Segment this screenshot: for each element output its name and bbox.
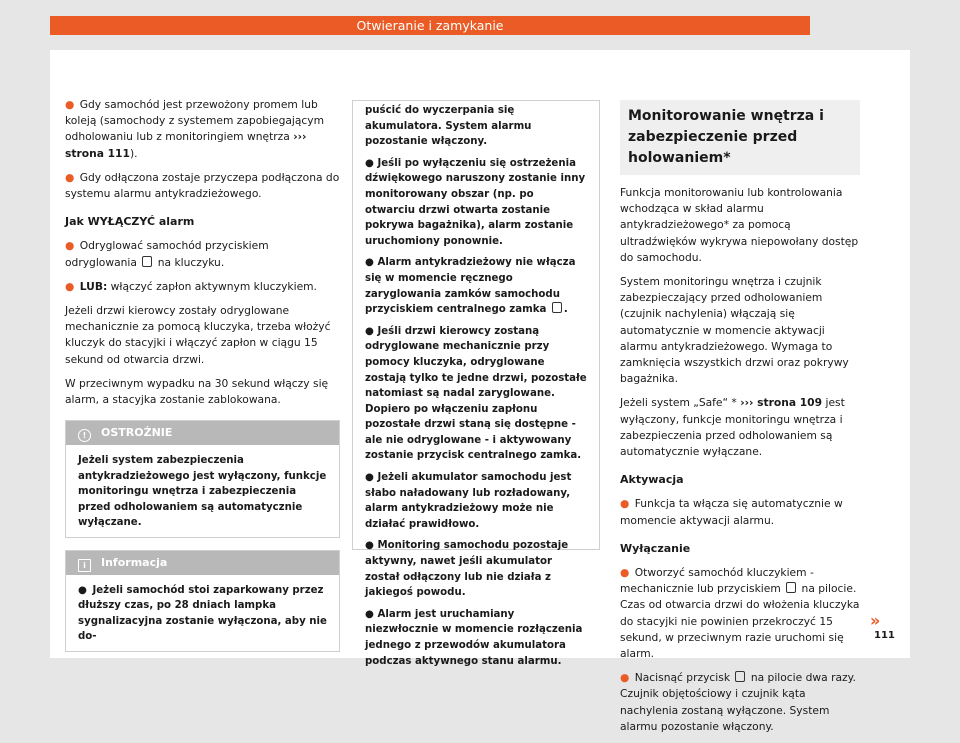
unlock-icon <box>142 256 152 267</box>
info-box <box>65 550 340 652</box>
paragraph: ● Gdy samochód jest przewożony promem lub koleją (samochody z systemem zapobiegającym odholowaniu lub z monitoringiem wnętrza ››› strona 111). <box>65 98 325 160</box>
list-item: ● Jeśli po wyłączeniu się ostrzeżenia dźwiękowego naruszony zostanie inny monitorowany obszar (np. po otwarciu drzwi otwarta zostanie pokrywa bagażnika), alarm zostanie uruchomiony ponownie. <box>365 157 586 247</box>
bullet-icon: ● <box>620 566 630 580</box>
warning-text: Jeżeli system zabezpieczenia antykradzieżowego jest wyłączony, funkcje monitoringu wnętrza i zabezpieczenia przed odholowaniem są automatycznie wyłączane. <box>78 455 327 529</box>
page-number: 111 <box>874 630 895 641</box>
lock-icon <box>552 302 562 313</box>
exclamation-icon: ! <box>78 429 91 442</box>
paragraph: ● Funkcja ta włącza się automatycznie w momencie aktywacji alarmu. <box>620 497 843 527</box>
page-reference[interactable]: ››› strona 111 <box>65 130 307 160</box>
list-item: ● Jeżeli akumulator samochodu jest słabo naładowany lub rozładowany, alarm antykradzieżowy może nie działać prawidłowo. <box>365 472 572 530</box>
bullet-icon: ● <box>620 671 630 685</box>
paragraph: Jeżeli drzwi kierowcy zostały odryglowane mechanicznie za pomocą kluczyka, trzeba włożyć kluczyk do stacyjki i włączyć zapłon w ciągu 15 sekund od otwarcia drzwi. <box>65 304 331 366</box>
paragraph: ● Otworzyć samochód kluczykiem - mechanicznie lub przyciskiem na pilocie. Czas od otwarcia drzwi do włożenia kluczyka do stacyjki nie powinien przekroczyć 15 sekund, w przeciwnym razie uruchomi się alarm. <box>620 566 860 661</box>
section-header: Otwieranie i zamykanie <box>50 16 810 35</box>
paragraph: ● Gdy odłączona zostaje przyczepa podłączona do systemu alarmu antykradzieżowego. <box>65 170 340 201</box>
list-item: ● Monitoring samochodu pozostaje aktywny, nawet jeśli akumulator został odłączony lub nie działa z jakiegoś powodu. <box>365 540 569 599</box>
list-item: ● Alarm jest uruchamiany niezwłocznie w momencie rozłączenia jednego z przewodów akumulatora podczas aktywnego stanu alarmu. <box>365 608 583 667</box>
paragraph: Funkcja monitorowaniu lub kontrolowania wchodząca w skład alarmu antykradzieżowego* za pomocą ultradźwięków wykrywa niepowołany dostęp do samochodu. <box>620 186 859 264</box>
section-title: Monitorowanie wnętrza i zabezpieczenie przed holowaniem* <box>620 100 860 175</box>
warning-box <box>65 420 340 538</box>
paragraph: ● LUB: włączyć zapłon aktywnym kluczykiem. <box>65 279 317 293</box>
column-middle <box>352 100 600 667</box>
column-left <box>65 97 340 652</box>
info-text: ● Jeżeli samochód stoi zaparkowany przez dłuższy czas, po 28 dniach lampka sygnalizacyjna zostanie wyłączona, aby nie do- <box>78 584 327 643</box>
paragraph: ● Nacisnąć przycisk na pilocie dwa razy. Czujnik objętościowy i czujnik kąta nachylenia zostaną wyłączone. System alarmu pozostanie włączony. <box>620 671 856 733</box>
bullet-icon: ● <box>65 170 75 184</box>
next-page-arrow[interactable]: » <box>870 611 881 630</box>
list-item: ● Jeśli drzwi kierowcy zostaną odryglowane mechanicznie przy pomocy kluczyka, odryglowane zostają tylko te jedne drzwi, pozostałe natomiast są nadal zaryglowane. Dopiero po włączeniu zapłonu pozostałe drzwi staną się dostępne - ale nie odryglowane - i aktywowany zostanie przycisk centralnego zamka. <box>365 325 587 462</box>
info-header: i Informacja <box>66 551 339 575</box>
bullet-icon: ● <box>65 239 75 253</box>
page-reference[interactable]: ››› strona 109 <box>740 396 823 410</box>
paragraph: ● Odryglować samochód przyciskiem odryglowania na kluczyku. <box>65 239 269 269</box>
unlock-icon <box>786 582 796 593</box>
bullet-icon: ● <box>620 497 630 511</box>
column-right <box>620 100 860 743</box>
lock-icon <box>735 671 745 682</box>
paragraph: Jeżeli system „Safe“ * ››› strona 109 jest wyłączony, funkcje monitoringu wnętrza i zabezpieczenia przed odholowaniem są automatycznie wyłączane. <box>620 396 845 459</box>
info-icon: i <box>78 559 91 572</box>
bullet-icon: ● <box>65 98 75 111</box>
bullet-icon: ● <box>65 279 75 293</box>
subheading: Aktywacja <box>620 473 684 487</box>
warning-header: ! OSTROŻNIE <box>66 421 339 445</box>
bullet-icon: ● <box>78 584 87 596</box>
paragraph: W przeciwnym wypadku na 30 sekund włączy się alarm, a stacyjka zostanie zablokowana. <box>65 376 329 407</box>
paragraph: puścić do wyczerpania się akumulatora. System alarmu pozostanie włączony. <box>365 105 532 148</box>
info-box-continued <box>352 100 600 667</box>
paragraph: System monitoringu wnętrza i czujnik zabezpieczający przed odholowaniem (czujnik nachylenia) włączają się automatycznie w momencie aktywacji alarmu antykradzieżowego. Wymaga to zamknięcia wszystkich drzwi oraz pokrywy bagażnika. <box>620 275 849 386</box>
subheading: Wyłączanie <box>620 541 691 555</box>
subheading: Jak WYŁĄCZYĆ alarm <box>65 215 195 229</box>
list-item: ● Alarm antykradzieżowy nie włącza się w momencie ręcznego zaryglowania zamków samochodu przyciskiem centralnego zamka . <box>365 257 576 316</box>
